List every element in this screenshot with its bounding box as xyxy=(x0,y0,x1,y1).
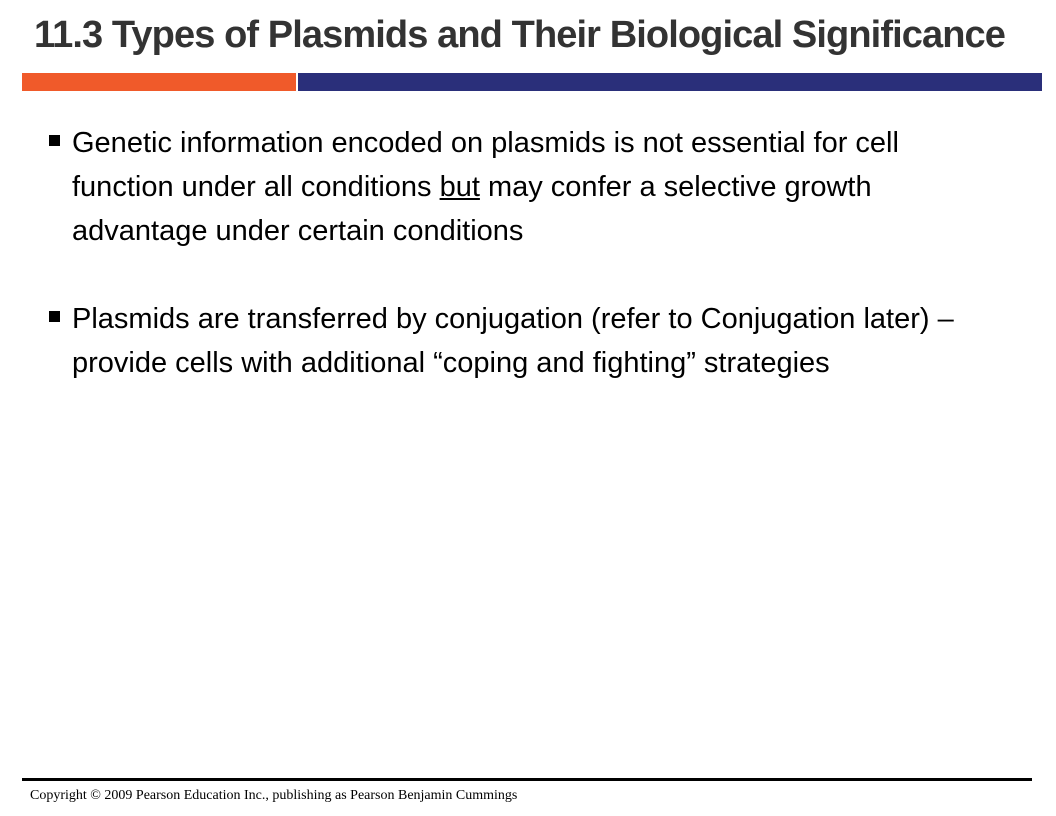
bullet-text: Plasmids are transferred by conjugation (refer to Conjugation later) – provide cells with additional “coping and fighting” strategies xyxy=(72,303,954,379)
title-underline-bar xyxy=(22,73,1042,91)
bullet-item-plasmid-transfer xyxy=(46,297,1006,385)
title-bar-main-segment xyxy=(298,73,1042,91)
square-bullet-icon xyxy=(49,135,60,146)
footer-divider xyxy=(22,778,1032,781)
square-bullet-icon xyxy=(49,311,60,322)
slide-title: 11.3 Types of Plasmids and Their Biological Significance xyxy=(34,14,1005,56)
bullet-text-part: may confer a selective growth advantage under certain conditions xyxy=(72,171,872,247)
title-bar-accent-segment xyxy=(22,73,296,91)
copyright-notice: Copyright © 2009 Pearson Education Inc., publishing as Pearson Benjamin Cummings xyxy=(30,788,518,803)
bullet-list xyxy=(46,121,1006,385)
bullet-text-part: Genetic information encoded on plasmids is not essential for cell function under all conditions xyxy=(72,127,899,203)
underlined-emphasis: but xyxy=(439,171,480,203)
bullet-item-plasmid-information xyxy=(46,121,1006,253)
